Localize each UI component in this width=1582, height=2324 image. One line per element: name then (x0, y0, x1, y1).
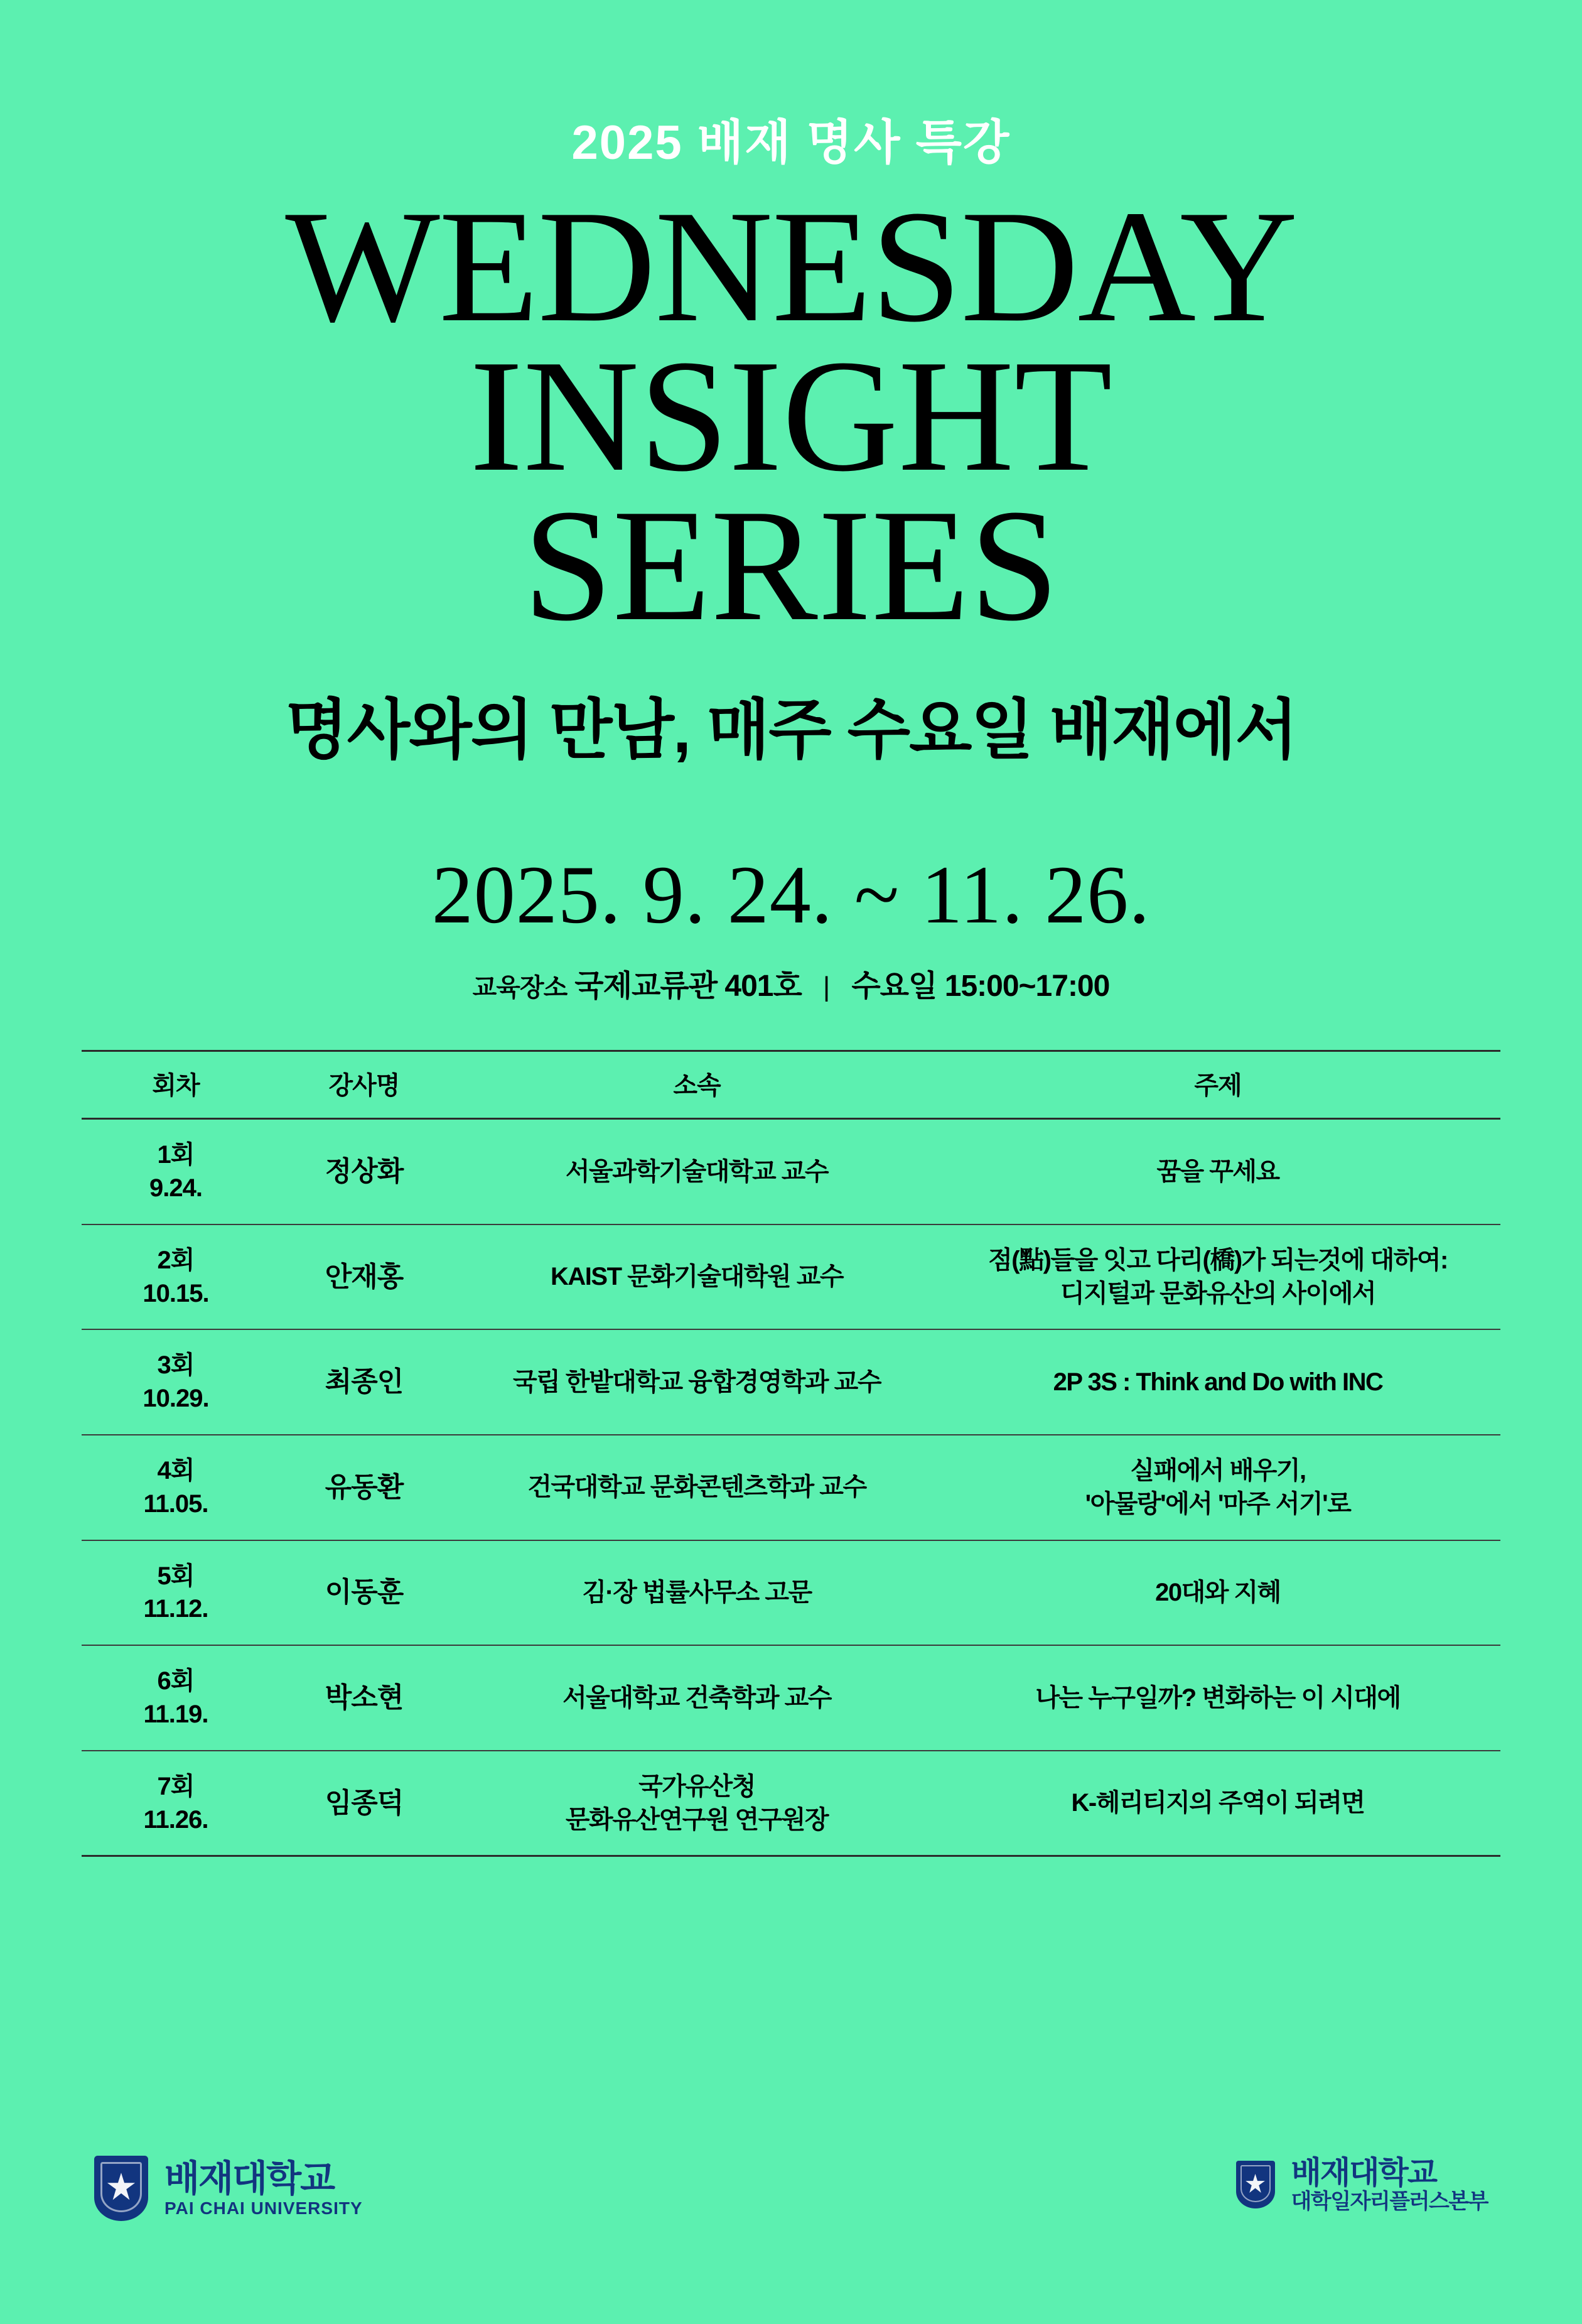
topic-line-1: 실패에서 배우기, (1130, 1457, 1306, 1485)
cell-topic (935, 1751, 1500, 1856)
episode-number: 4회 (157, 1457, 195, 1485)
venue-value: 국제교류관 401호 (574, 970, 802, 1003)
cell-topic (935, 1645, 1500, 1751)
logo-job-plus-center (1236, 2156, 1488, 2213)
table-row (82, 1435, 1500, 1540)
table-row (82, 1329, 1500, 1435)
topic-line-1: 점(點)들을 잇고 다리(橋)가 되는것에 대하여: (988, 1246, 1448, 1274)
episode-number: 3회 (157, 1351, 195, 1380)
episode-date: 11.12. (143, 1595, 208, 1623)
topic-line-1: 나는 누구일까? 변화하는 이 시대에 (1035, 1684, 1401, 1712)
cell-affiliation: 김·장 법률사무소 고문 (458, 1540, 935, 1646)
episode-date: 10.29. (143, 1385, 209, 1413)
cell-affiliation: 서울대학교 건축학과 교수 (458, 1645, 935, 1751)
cell-speaker: 유동환 (270, 1435, 458, 1540)
cell-affiliation: KAIST 문화기술대학원 교수 (458, 1224, 935, 1330)
table-row (82, 1224, 1500, 1330)
cell-topic (935, 1224, 1500, 1330)
episode-number: 5회 (157, 1562, 195, 1590)
logo-right-text (1291, 2156, 1488, 2213)
column-header-speaker: 강사명 (270, 1051, 458, 1119)
cell-episode (82, 1224, 270, 1330)
cell-speaker: 최종인 (270, 1329, 458, 1435)
title-line-3: SERIES (523, 477, 1059, 655)
topic-line-2: '아물랑'에서 '마주 서기'로 (1085, 1489, 1351, 1518)
logo-paichai-university (94, 2156, 363, 2221)
topic-line-1: 20대와 지혜 (1155, 1579, 1281, 1606)
cell-affiliation: 서울과학기술대학교 교수 (458, 1119, 935, 1224)
title-line-2: INSIGHT (470, 327, 1112, 505)
topic-line-1: 꿈을 꾸세요 (1156, 1157, 1279, 1186)
affiliation-line-1: 국가유산청 (638, 1772, 755, 1800)
episode-date: 11.26. (143, 1805, 208, 1834)
cell-topic (935, 1119, 1500, 1224)
episode-date: 11.05. (143, 1489, 208, 1518)
venue-label: 교육장소 (472, 974, 568, 1002)
cell-speaker: 이동훈 (270, 1540, 458, 1646)
table-row (82, 1540, 1500, 1646)
cell-topic (935, 1540, 1500, 1646)
episode-date: 10.15. (143, 1279, 209, 1307)
schedule-table (82, 1050, 1500, 1857)
table-header-row (82, 1051, 1500, 1119)
table-row (82, 1645, 1500, 1751)
column-header-episode: 회차 (82, 1051, 270, 1119)
university-crest-icon (94, 2156, 148, 2221)
episode-number: 7회 (157, 1772, 195, 1800)
poster-subtitle: 명사와의 만남, 매주 수요일 배재에서 (285, 694, 1297, 767)
cell-affiliation: 국립 한밭대학교 융합경영학과 교수 (458, 1329, 935, 1435)
cell-episode (82, 1645, 270, 1751)
logo-left-name-ko: 배재대학교 (164, 2158, 335, 2199)
university-crest-icon (1236, 2161, 1275, 2208)
title-line-1: WEDNESDAY (285, 178, 1297, 355)
topic-line-2: 디지털과 문화유산의 사이에서 (1060, 1279, 1376, 1307)
poster-date-range: 2025. 9. 24. ~ 11. 26. (431, 848, 1151, 941)
logo-left-name-en: PAI CHAI UNIVERSITY (164, 2198, 363, 2218)
table-row (82, 1119, 1500, 1224)
poster-kicker: 2025 배재 명사 특강 (571, 116, 1011, 170)
column-header-affiliation: 소속 (458, 1051, 935, 1119)
logo-right-sub-ko: 대학일자리플러스본부 (1291, 2190, 1488, 2213)
cell-affiliation: 건국대학교 문화콘텐츠학과 교수 (458, 1435, 935, 1540)
logo-left-text (164, 2159, 363, 2219)
cell-episode (82, 1540, 270, 1646)
topic-line-1: 2P 3S : Think and Do with INC (1053, 1368, 1383, 1396)
cell-episode (82, 1329, 270, 1435)
footer (0, 2156, 1582, 2250)
episode-date: 11.19. (143, 1700, 208, 1728)
episode-number: 1회 (157, 1141, 195, 1169)
affiliation-line-2: 문화유산연구원 연구원장 (565, 1805, 829, 1834)
cell-speaker: 박소현 (270, 1645, 458, 1751)
topic-line-1: K-헤리티지의 주역이 되려면 (1071, 1789, 1365, 1817)
cell-speaker: 안재홍 (270, 1224, 458, 1330)
logo-right-name-ko: 배재대학교 (1291, 2155, 1437, 2190)
poster-venue-line (0, 961, 1582, 1005)
episode-date: 9.24. (149, 1174, 202, 1203)
cell-speaker: 정상화 (270, 1119, 458, 1224)
venue-separator: | (822, 971, 831, 1003)
venue-time: 수요일 15:00~17:00 (851, 970, 1110, 1003)
cell-topic (935, 1329, 1500, 1435)
cell-episode (82, 1435, 270, 1540)
episode-number: 6회 (157, 1667, 195, 1695)
table-row (82, 1751, 1500, 1856)
cell-speaker: 임종덕 (270, 1751, 458, 1856)
column-header-topic: 주제 (935, 1051, 1500, 1119)
cell-topic (935, 1435, 1500, 1540)
poster-main-title (0, 178, 1582, 655)
cell-episode (82, 1119, 270, 1224)
cell-episode (82, 1751, 270, 1856)
cell-affiliation (458, 1751, 935, 1856)
episode-number: 2회 (157, 1246, 195, 1274)
